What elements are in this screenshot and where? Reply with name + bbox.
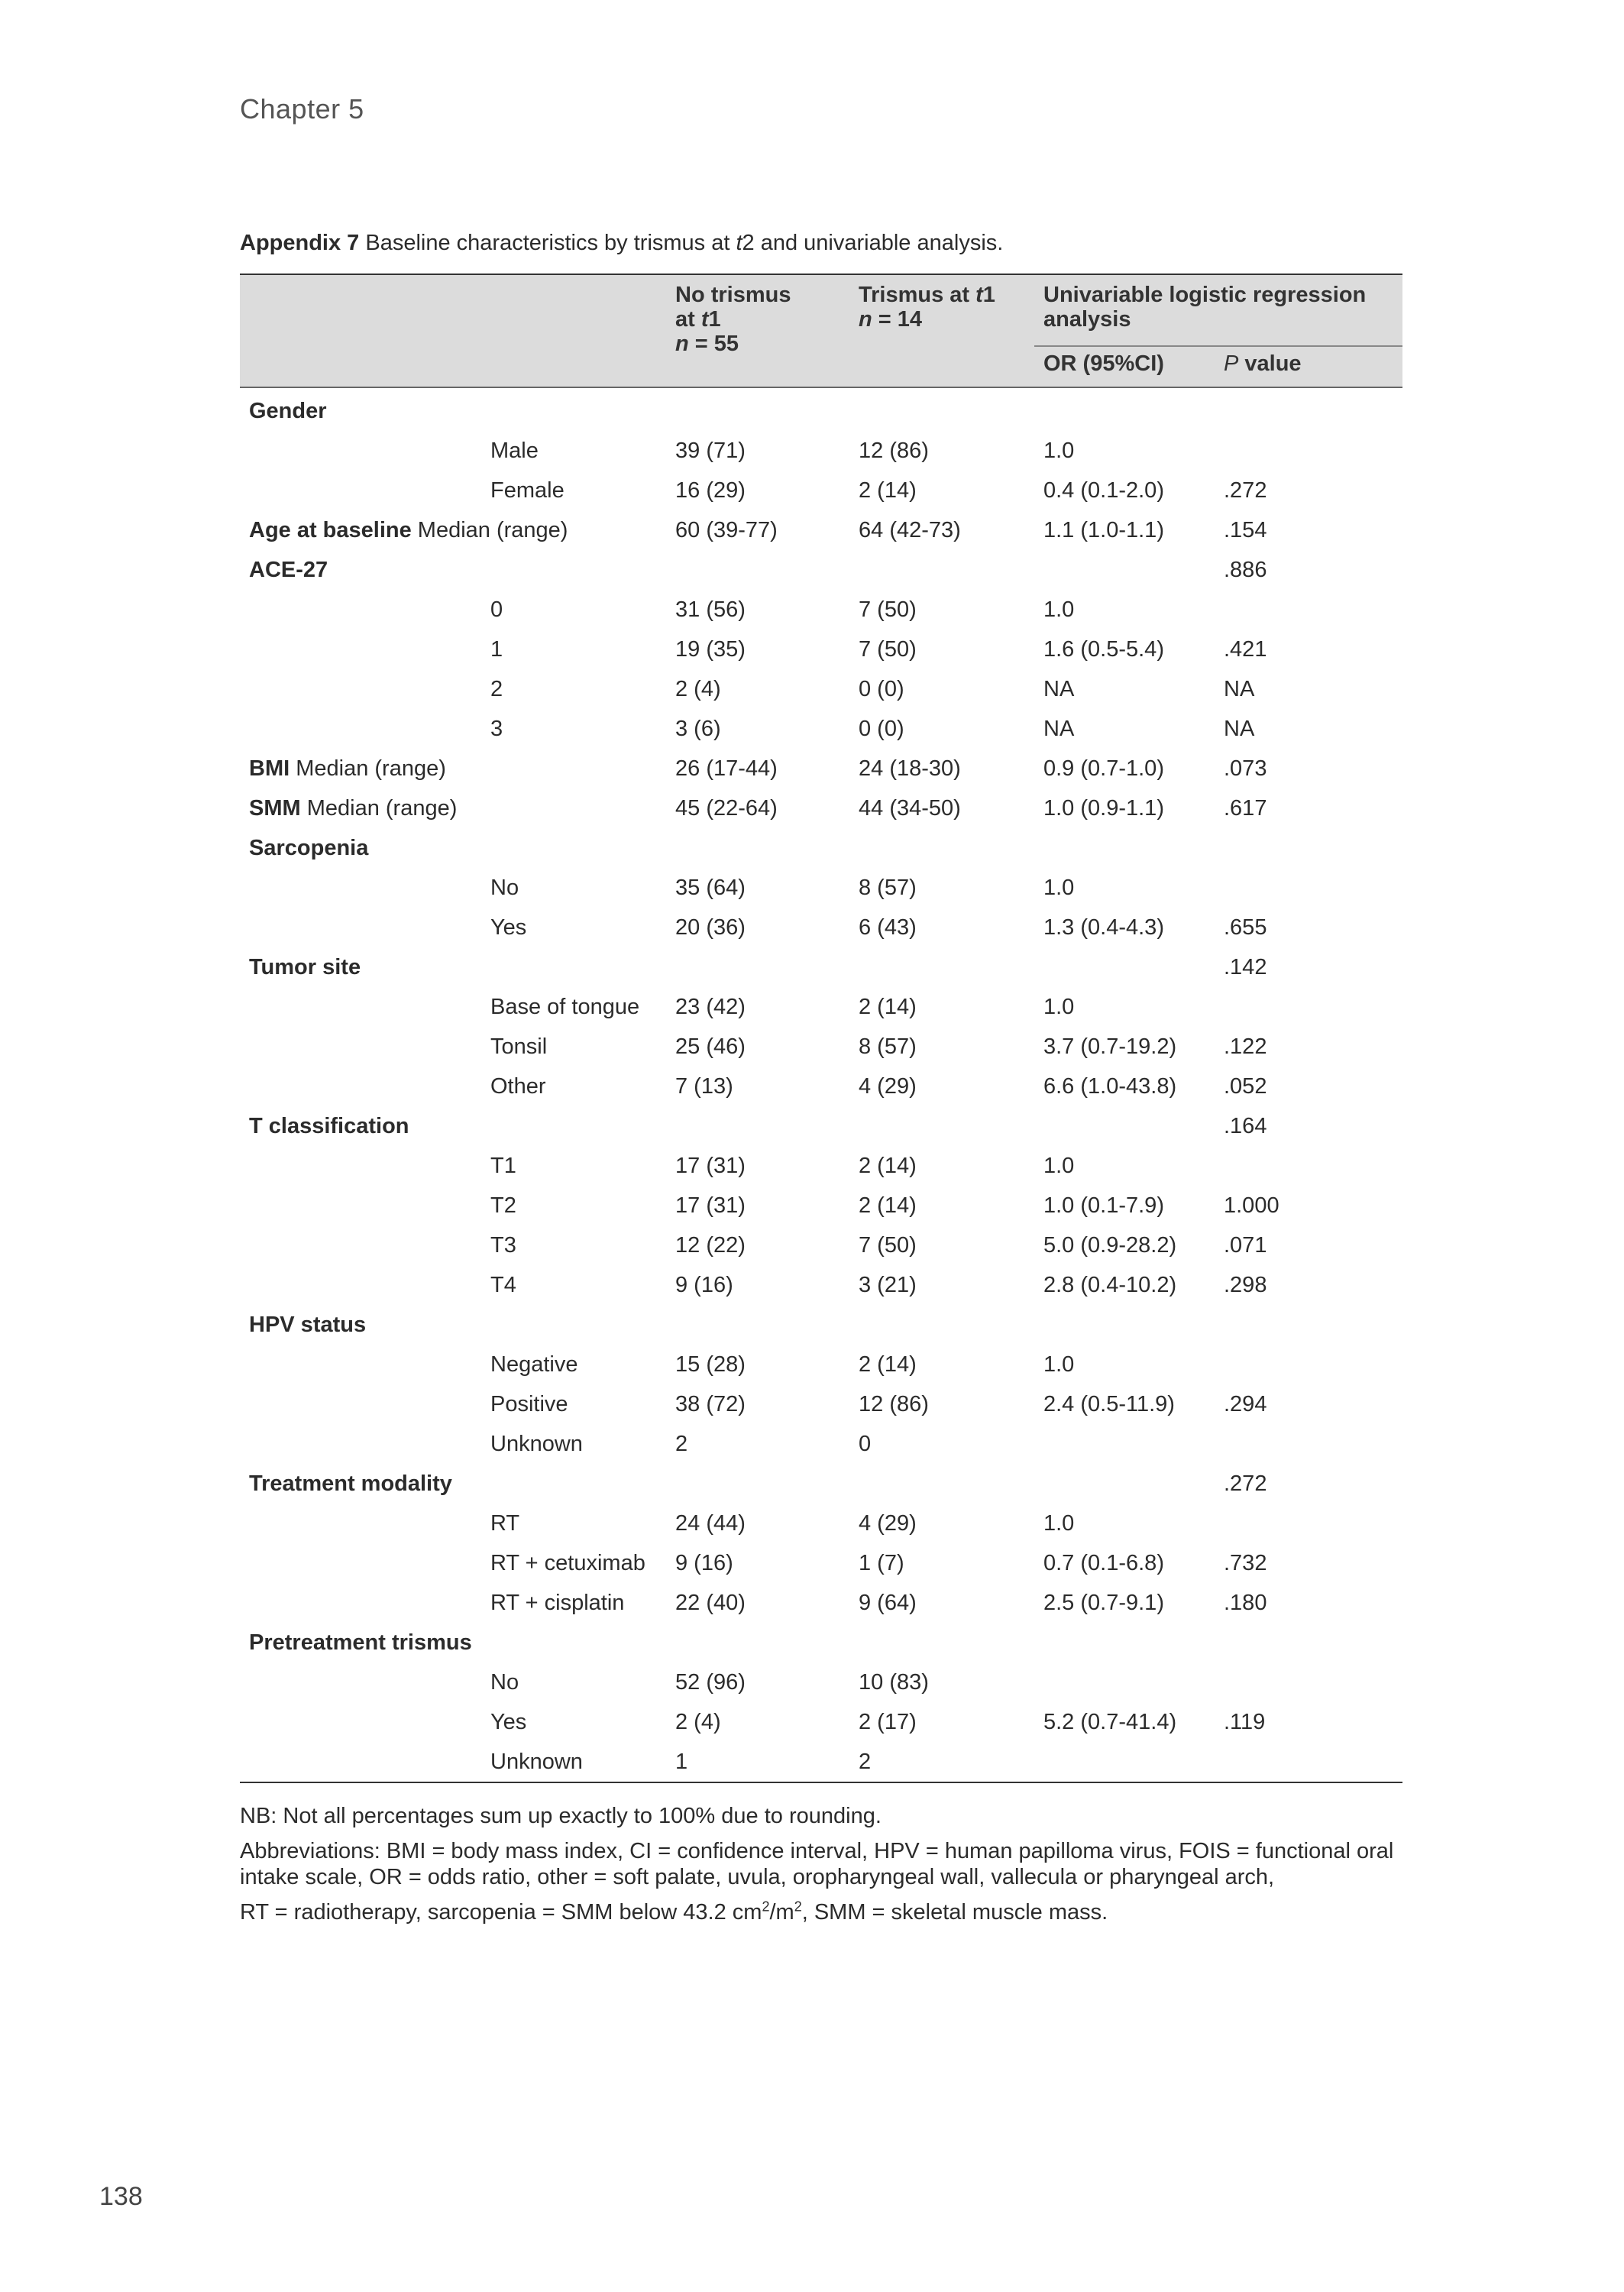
row-category: 2 <box>490 677 503 701</box>
cell-no-trismus: 2 <box>675 1432 688 1456</box>
cell-or-ci: 1.3 (0.4-4.3) <box>1043 915 1164 940</box>
cell-trismus: 24 (18-30) <box>859 756 961 781</box>
cell-no-trismus: 38 (72) <box>675 1392 746 1416</box>
cell-p-value: .052 <box>1224 1074 1267 1099</box>
caption-text-before: Baseline characteristics by trismus at <box>359 231 736 255</box>
cell-trismus: 2 (14) <box>859 995 917 1019</box>
row-label <box>249 1106 409 1146</box>
table-row <box>240 1504 1402 1543</box>
cell-no-trismus: 1 <box>675 1750 688 1774</box>
cell-no-trismus: 16 (29) <box>675 478 746 503</box>
cell-trismus: 4 (29) <box>859 1511 917 1536</box>
cell-no-trismus: 3 (6) <box>675 717 721 741</box>
cell-p-value: .298 <box>1224 1273 1267 1297</box>
cell-or-ci: 2.5 (0.7-9.1) <box>1043 1591 1164 1615</box>
cell-p-value: .154 <box>1224 518 1267 542</box>
cell-or-ci: 1.0 (0.1-7.9) <box>1043 1193 1164 1218</box>
cell-or-ci: 5.0 (0.9-28.2) <box>1043 1233 1177 1258</box>
cell-trismus: 3 (21) <box>859 1273 917 1297</box>
cell-no-trismus: 15 (28) <box>675 1352 746 1377</box>
row-category: T3 <box>490 1233 516 1258</box>
row-label <box>249 1464 452 1504</box>
row-category: Yes <box>490 915 527 940</box>
cell-no-trismus: 45 (22-64) <box>675 796 778 821</box>
cell-or-ci: 1.0 <box>1043 995 1075 1019</box>
row-category: Other <box>490 1074 546 1099</box>
row-category: RT + cisplatin <box>490 1591 625 1615</box>
note-abbreviations: Abbreviations: BMI = body mass index, CI = confidence interval, HPV = human papilloma virus, FOIS = functional oral intake scale, OR = odds ratio, other = soft palate, uvula, oropharyngeal wall, vallecula or pharyngeal arch, <box>240 1839 1394 1889</box>
cell-trismus: 8 (57) <box>859 876 917 900</box>
cell-p-value: .732 <box>1224 1551 1267 1575</box>
cell-trismus: 2 (17) <box>859 1710 917 1734</box>
table-row <box>240 669 1402 709</box>
row-category: T2 <box>490 1193 516 1218</box>
table-row <box>240 1186 1402 1225</box>
table-row <box>240 510 1402 550</box>
cell-p-value: .122 <box>1224 1034 1267 1059</box>
note-abbreviations-cont: RT = radiotherapy, sarcopenia = SMM below 43.2 $cm^2/m^2$, SMM = skeletal muscle mass. <box>240 1899 1108 1925</box>
cell-p-value: .180 <box>1224 1591 1267 1615</box>
table-row <box>240 1265 1402 1305</box>
row-label <box>249 749 446 788</box>
table-row <box>240 550 1402 590</box>
table-row <box>240 1702 1402 1742</box>
cell-trismus: 6 (43) <box>859 915 917 940</box>
row-category: RT + cetuximab <box>490 1551 645 1575</box>
row-label-bold: Gender <box>249 399 327 423</box>
table-caption <box>240 231 1401 256</box>
table-row <box>240 1464 1402 1504</box>
cell-p-value: .655 <box>1224 915 1267 940</box>
cell-trismus: 2 <box>859 1750 872 1774</box>
cell-p-value: .272 <box>1224 478 1267 503</box>
caption-label: Appendix 7 <box>240 231 360 255</box>
cell-no-trismus: 25 (46) <box>675 1034 746 1059</box>
cell-or-ci: 1.0 <box>1043 1352 1075 1377</box>
row-category: Female <box>490 478 565 503</box>
table-row <box>240 868 1402 908</box>
header-p-value: P value <box>1224 351 1302 376</box>
row-label-bold: HPV status <box>249 1313 367 1337</box>
header-subdivider <box>1034 345 1402 347</box>
cell-no-trismus: 2 (4) <box>675 1710 721 1734</box>
cell-p-value: .071 <box>1224 1233 1267 1258</box>
cell-no-trismus: 24 (44) <box>675 1511 746 1536</box>
header-or-ci: OR (95%CI) <box>1043 351 1164 376</box>
cell-trismus: 2 (14) <box>859 478 917 503</box>
cell-or-ci: 1.0 <box>1043 439 1075 463</box>
row-category: RT <box>490 1511 520 1536</box>
header-trismus: Trismus at t1 n = 14 <box>859 283 995 332</box>
cell-or-ci: 0.9 (0.7-1.0) <box>1043 756 1164 781</box>
table-row <box>240 1583 1402 1623</box>
page-number: 138 <box>99 2182 143 2211</box>
cell-or-ci: 0.4 (0.1-2.0) <box>1043 478 1164 503</box>
cell-no-trismus: 22 (40) <box>675 1591 746 1615</box>
table-row <box>240 431 1402 471</box>
table-row <box>240 947 1402 987</box>
table-row <box>240 788 1402 828</box>
cell-trismus: 7 (50) <box>859 637 917 662</box>
cell-trismus: 0 (0) <box>859 677 904 701</box>
row-category: 1 <box>490 637 503 662</box>
row-label-bold: SMM <box>249 796 301 821</box>
baseline-table <box>240 274 1402 1783</box>
cell-or-ci: NA <box>1043 717 1075 741</box>
cell-p-value: .164 <box>1224 1114 1267 1138</box>
cell-trismus: 2 (14) <box>859 1193 917 1218</box>
caption-text-after: 2 and univariable analysis. <box>742 231 1004 255</box>
cell-p-value: .272 <box>1224 1471 1267 1496</box>
cell-no-trismus: 39 (71) <box>675 439 746 463</box>
row-category: Tonsil <box>490 1034 548 1059</box>
note-nb: NB: Not all percentages sum up exactly to 100% due to rounding. <box>240 1804 882 1828</box>
cell-p-value: .073 <box>1224 756 1267 781</box>
table-row <box>240 471 1402 510</box>
cell-trismus: 64 (42-73) <box>859 518 961 542</box>
table-row <box>240 908 1402 947</box>
cell-no-trismus: 12 (22) <box>675 1233 746 1258</box>
table-header <box>240 274 1402 388</box>
cell-no-trismus: 19 (35) <box>675 637 746 662</box>
cell-no-trismus: 52 (96) <box>675 1670 746 1695</box>
table-row <box>240 391 1402 431</box>
table-row <box>240 1742 1402 1782</box>
row-label <box>249 550 328 590</box>
row-label-bold: Pretreatment trismus <box>249 1630 472 1655</box>
row-category: T4 <box>490 1273 516 1297</box>
row-label <box>249 391 327 431</box>
row-label-detail: Median (range) <box>290 756 446 781</box>
cell-no-trismus: 17 (31) <box>675 1193 746 1218</box>
cell-p-value: .617 <box>1224 796 1267 821</box>
row-category: 0 <box>490 597 503 622</box>
table-row <box>240 1623 1402 1662</box>
cell-trismus: 12 (86) <box>859 439 929 463</box>
cell-or-ci: 1.1 (1.0-1.1) <box>1043 518 1164 542</box>
cell-trismus: 0 (0) <box>859 717 904 741</box>
row-label-bold: T classification <box>249 1114 409 1138</box>
table-row <box>240 1543 1402 1583</box>
row-label-bold: BMI <box>249 756 290 781</box>
cell-no-trismus: 20 (36) <box>675 915 746 940</box>
table-row <box>240 1027 1402 1067</box>
cell-no-trismus: 2 (4) <box>675 677 721 701</box>
table-row <box>240 1225 1402 1265</box>
cell-trismus: 44 (34-50) <box>859 796 961 821</box>
chapter-heading: Chapter 5 <box>240 93 364 125</box>
row-category: Male <box>490 439 539 463</box>
cell-p-value: .142 <box>1224 955 1267 979</box>
cell-or-ci: 1.0 <box>1043 876 1075 900</box>
cell-trismus: 9 (64) <box>859 1591 917 1615</box>
row-label-detail: Median (range) <box>411 518 568 542</box>
cell-no-trismus: 26 (17-44) <box>675 756 778 781</box>
cell-trismus: 0 <box>859 1432 872 1456</box>
cell-or-ci: 1.0 (0.9-1.1) <box>1043 796 1164 821</box>
cell-no-trismus: 23 (42) <box>675 995 746 1019</box>
table-row <box>240 749 1402 788</box>
table-row <box>240 987 1402 1027</box>
table-row <box>240 828 1402 868</box>
table-row <box>240 1106 1402 1146</box>
row-label-bold: Tumor site <box>249 955 361 979</box>
row-label-bold: ACE-27 <box>249 558 328 582</box>
cell-or-ci: 2.4 (0.5-11.9) <box>1043 1392 1175 1416</box>
cell-or-ci: 6.6 (1.0-43.8) <box>1043 1074 1177 1099</box>
row-label-bold: Treatment modality <box>249 1471 452 1496</box>
table-row <box>240 1384 1402 1424</box>
table-row <box>240 1305 1402 1345</box>
cell-or-ci: 1.0 <box>1043 597 1075 622</box>
cell-p-value: .294 <box>1224 1392 1267 1416</box>
cell-no-trismus: 9 (16) <box>675 1273 733 1297</box>
row-label-detail: Median (range) <box>300 796 458 821</box>
row-category: Unknown <box>490 1432 583 1456</box>
row-label <box>249 788 457 828</box>
cell-or-ci: 1.6 (0.5-5.4) <box>1043 637 1164 662</box>
cell-trismus: 8 (57) <box>859 1034 917 1059</box>
cell-no-trismus: 7 (13) <box>675 1074 733 1099</box>
cell-or-ci: NA <box>1043 677 1075 701</box>
row-category: Negative <box>490 1352 578 1377</box>
caption-t-italic: t <box>736 231 742 255</box>
cell-no-trismus: 60 (39-77) <box>675 518 778 542</box>
table-row <box>240 1345 1402 1384</box>
table-row <box>240 1662 1402 1702</box>
row-label <box>249 828 368 868</box>
row-label <box>249 1623 472 1662</box>
header-no-trismus: No trismus at t1 n = 55 <box>675 283 791 356</box>
cell-no-trismus: 35 (64) <box>675 876 746 900</box>
cell-trismus: 1 (7) <box>859 1551 904 1575</box>
cell-or-ci: 5.2 (0.7-41.4) <box>1043 1710 1177 1734</box>
row-category: No <box>490 1670 519 1695</box>
table-row <box>240 630 1402 669</box>
row-category: Unknown <box>490 1750 583 1774</box>
row-label <box>249 1305 366 1345</box>
row-category: No <box>490 876 519 900</box>
cell-or-ci: 2.8 (0.4-10.2) <box>1043 1273 1177 1297</box>
row-category: Base of tongue <box>490 995 640 1019</box>
row-label-bold: Age at baseline <box>249 518 412 542</box>
cell-no-trismus: 31 (56) <box>675 597 746 622</box>
row-label-bold: Sarcopenia <box>249 836 369 860</box>
cell-trismus: 10 (83) <box>859 1670 929 1695</box>
row-label <box>249 510 568 550</box>
cell-trismus: 7 (50) <box>859 597 917 622</box>
cell-no-trismus: 9 (16) <box>675 1551 733 1575</box>
cell-trismus: 2 (14) <box>859 1352 917 1377</box>
header-univariable: Univariable logistic regression analysis <box>1043 283 1367 332</box>
table-body <box>240 391 1402 1783</box>
cell-trismus: 2 (14) <box>859 1154 917 1178</box>
table-row <box>240 709 1402 749</box>
cell-or-ci: 0.7 (0.1-6.8) <box>1043 1551 1164 1575</box>
cell-no-trismus: 17 (31) <box>675 1154 746 1178</box>
table-row <box>240 1146 1402 1186</box>
cell-or-ci: 1.0 <box>1043 1511 1075 1536</box>
table-row <box>240 1424 1402 1464</box>
cell-p-value: .119 <box>1224 1710 1266 1734</box>
row-category: T1 <box>490 1154 516 1178</box>
cell-p-value: .886 <box>1224 558 1267 582</box>
row-label <box>249 947 361 987</box>
cell-or-ci: 3.7 (0.7-19.2) <box>1043 1034 1177 1059</box>
cell-trismus: 7 (50) <box>859 1233 917 1258</box>
cell-p-value: NA <box>1224 717 1255 741</box>
row-category: 3 <box>490 717 503 741</box>
cell-p-value: 1.000 <box>1224 1193 1279 1218</box>
cell-p-value: NA <box>1224 677 1255 701</box>
row-category: Positive <box>490 1392 568 1416</box>
row-category: Yes <box>490 1710 527 1734</box>
cell-trismus: 12 (86) <box>859 1392 929 1416</box>
table-row <box>240 1067 1402 1106</box>
cell-or-ci: 1.0 <box>1043 1154 1075 1178</box>
cell-trismus: 4 (29) <box>859 1074 917 1099</box>
cell-p-value: .421 <box>1224 637 1267 662</box>
table-row <box>240 590 1402 630</box>
table-notes <box>240 1803 1409 1934</box>
